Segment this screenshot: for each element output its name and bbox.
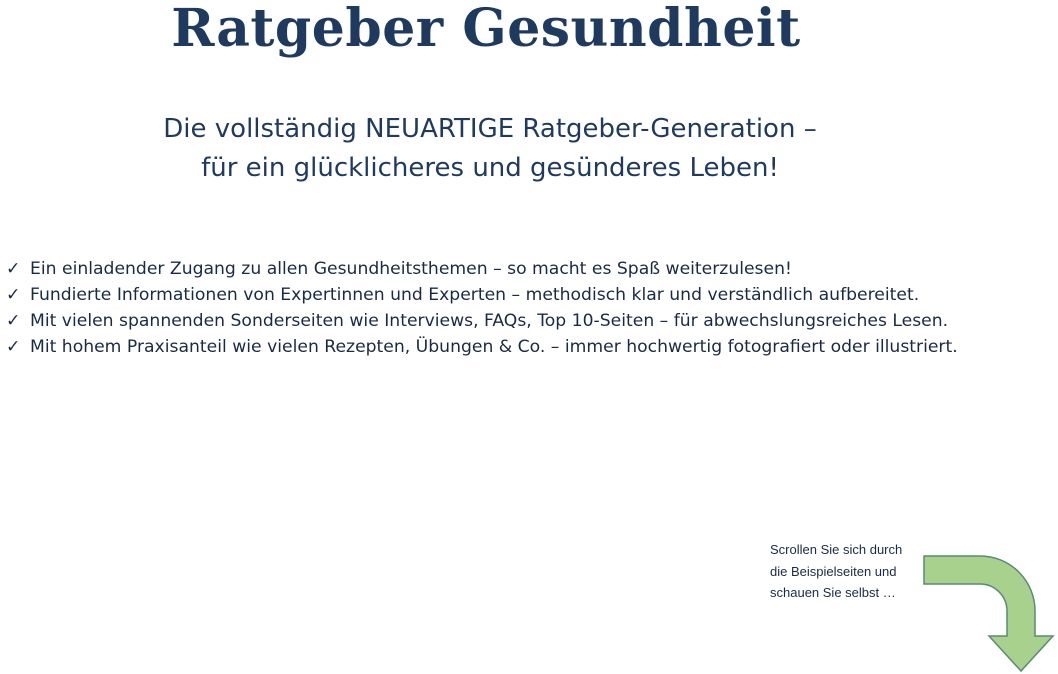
page-title: Ratgeber Gesundheit	[171, 0, 801, 59]
feature-item	[6, 308, 1056, 334]
checkmark-icon: ✓	[6, 285, 21, 305]
checkmark-icon: ✓	[6, 311, 21, 331]
curved-arrow-down-icon	[920, 552, 1056, 674]
subtitle-line-1: Die vollständig NEUARTIGE Ratgeber-Generation –	[163, 114, 817, 144]
scroll-hint-line-3: schauen Sie selbst …	[770, 585, 896, 600]
feature-list	[6, 256, 1056, 360]
scroll-hint-text	[770, 539, 920, 604]
feature-item	[6, 334, 1056, 360]
feature-text: Mit vielen spannenden Sonderseiten wie Interviews, FAQs, Top 10-Seiten – für abwechslungsreiches Lesen.	[30, 311, 949, 331]
scroll-hint-line-2: die Beispielseiten und	[770, 563, 897, 579]
subtitle-line-2: für ein glücklicheres und gesünderes Leben!	[201, 153, 779, 183]
checkmark-icon: ✓	[6, 259, 21, 279]
scroll-hint-line-1: Scrollen Sie sich durch	[770, 542, 903, 557]
feature-item	[6, 256, 1056, 282]
feature-text: Ein einladender Zugang zu allen Gesundheitsthemen – so macht es Spaß weiterzulesen!	[30, 259, 792, 279]
checkmark-icon: ✓	[6, 337, 21, 357]
feature-text: Mit hohem Praxisanteil wie vielen Rezepten, Übungen & Co. – immer hochwertig fotografiert oder illustriert.	[30, 337, 958, 357]
feature-item	[6, 282, 1056, 308]
arrow-shape	[924, 556, 1053, 671]
feature-text: Fundierte Informationen von Expertinnen und Experten – methodisch klar und verständlich aufbereitet.	[30, 285, 920, 305]
